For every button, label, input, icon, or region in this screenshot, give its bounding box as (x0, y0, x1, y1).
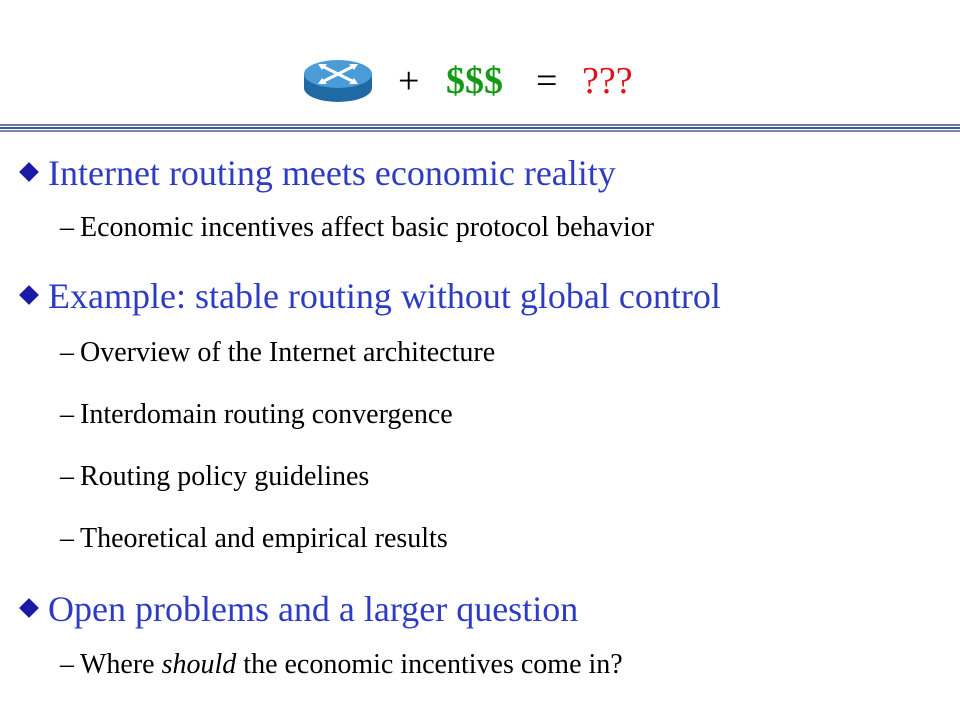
sub-item (60, 651, 623, 679)
dash: – (60, 649, 74, 680)
bullet-diamond-icon (19, 598, 39, 618)
bullet-heading: Internet routing meets economic reality (48, 153, 616, 193)
sub-item (60, 525, 448, 553)
title-question: ??? (582, 60, 633, 102)
title-divider (0, 124, 960, 134)
sub-item-text: Economic incentives affect basic protocol behavior (80, 212, 655, 243)
sub-item (60, 339, 495, 367)
bullet-heading: Example: stable routing without global control (48, 276, 721, 316)
sub-item (60, 463, 369, 491)
sub-item-text: Routing policy guidelines (80, 461, 370, 492)
title-money: $$$ (446, 60, 503, 102)
title-plus: + (398, 60, 420, 102)
bullet-diamond-icon (19, 285, 39, 305)
dash: – (60, 523, 74, 554)
title-text (0, 62, 960, 106)
dash: – (60, 337, 74, 368)
sub-item (60, 214, 654, 242)
dash: – (60, 461, 74, 492)
sub-item-text-after: the economic incentives come in? (236, 649, 623, 680)
sub-item-text: Interdomain routing convergence (80, 399, 453, 430)
sub-item-text: Theoretical and empirical results (80, 523, 448, 554)
bullet-diamond-icon (19, 162, 39, 182)
sub-item-emphasis: should (161, 649, 237, 680)
dash: – (60, 212, 74, 243)
dash: – (60, 399, 74, 430)
sub-item-text-before: Where (80, 649, 162, 680)
bullet-heading: Open problems and a larger question (48, 589, 579, 629)
title-equals: = (536, 60, 558, 102)
sub-item (60, 401, 453, 429)
sub-item-text: Overview of the Internet architecture (80, 337, 496, 368)
